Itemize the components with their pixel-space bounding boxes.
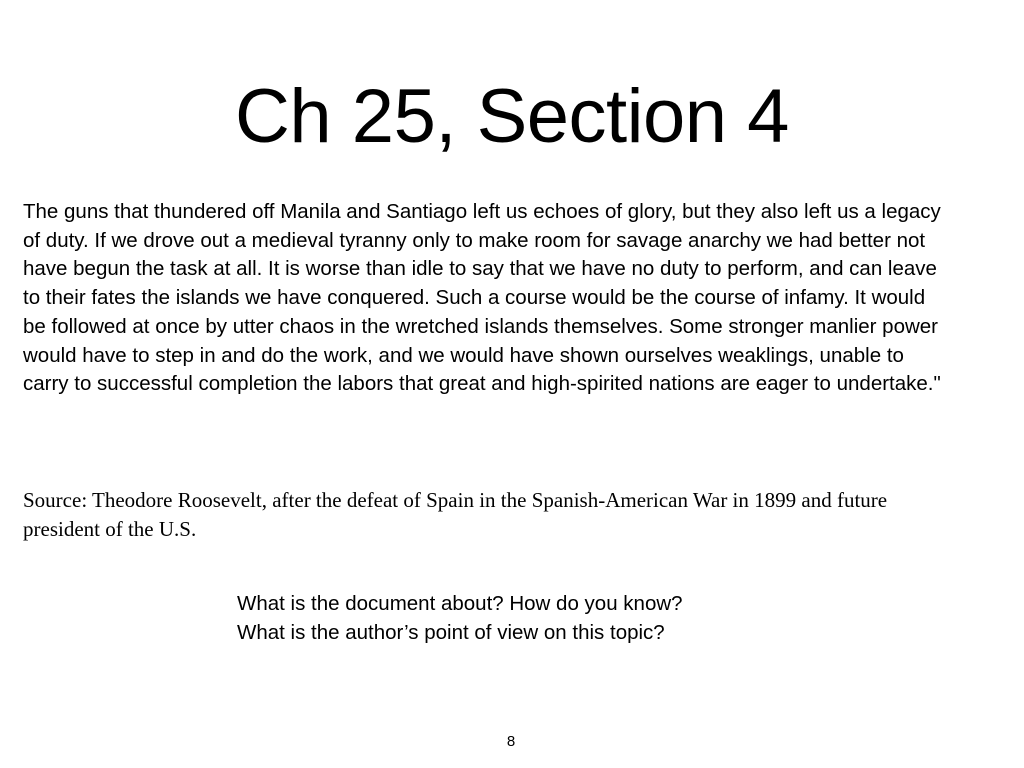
source-citation: Source: Theodore Roosevelt, after the defeat of Spain in the Spanish-American War in 1899 and future president of the U.S. xyxy=(23,488,888,541)
question-1: What is the document about? How do you know? xyxy=(237,592,683,615)
page-number: 8 xyxy=(506,733,516,750)
slide-title: Ch 25, Section 4 xyxy=(235,74,789,159)
question-2: What is the author’s point of view on this topic? xyxy=(237,620,665,644)
quote-text: The guns that thundered off Manila and Santiago left us echoes of glory, but they also left us a legacy of duty. If we drove out a medieval tyranny only to make room for savage anarchy we had better not have begun the task at all. It is worse than idle to say that we have no duty to perform, and can leave to their fates the islands we have conquered. Such a course would be the course of infamy. It would be followed at once by utter chaos in the wretched islands themselves. Some stronger manlier power would have to step in and do the work, and we would have shown ourselves weaklings, unable to carry to successful completion the labors that great and high-spirited nations are eager to undertake." xyxy=(23,200,941,396)
discussion-questions xyxy=(237,590,857,647)
